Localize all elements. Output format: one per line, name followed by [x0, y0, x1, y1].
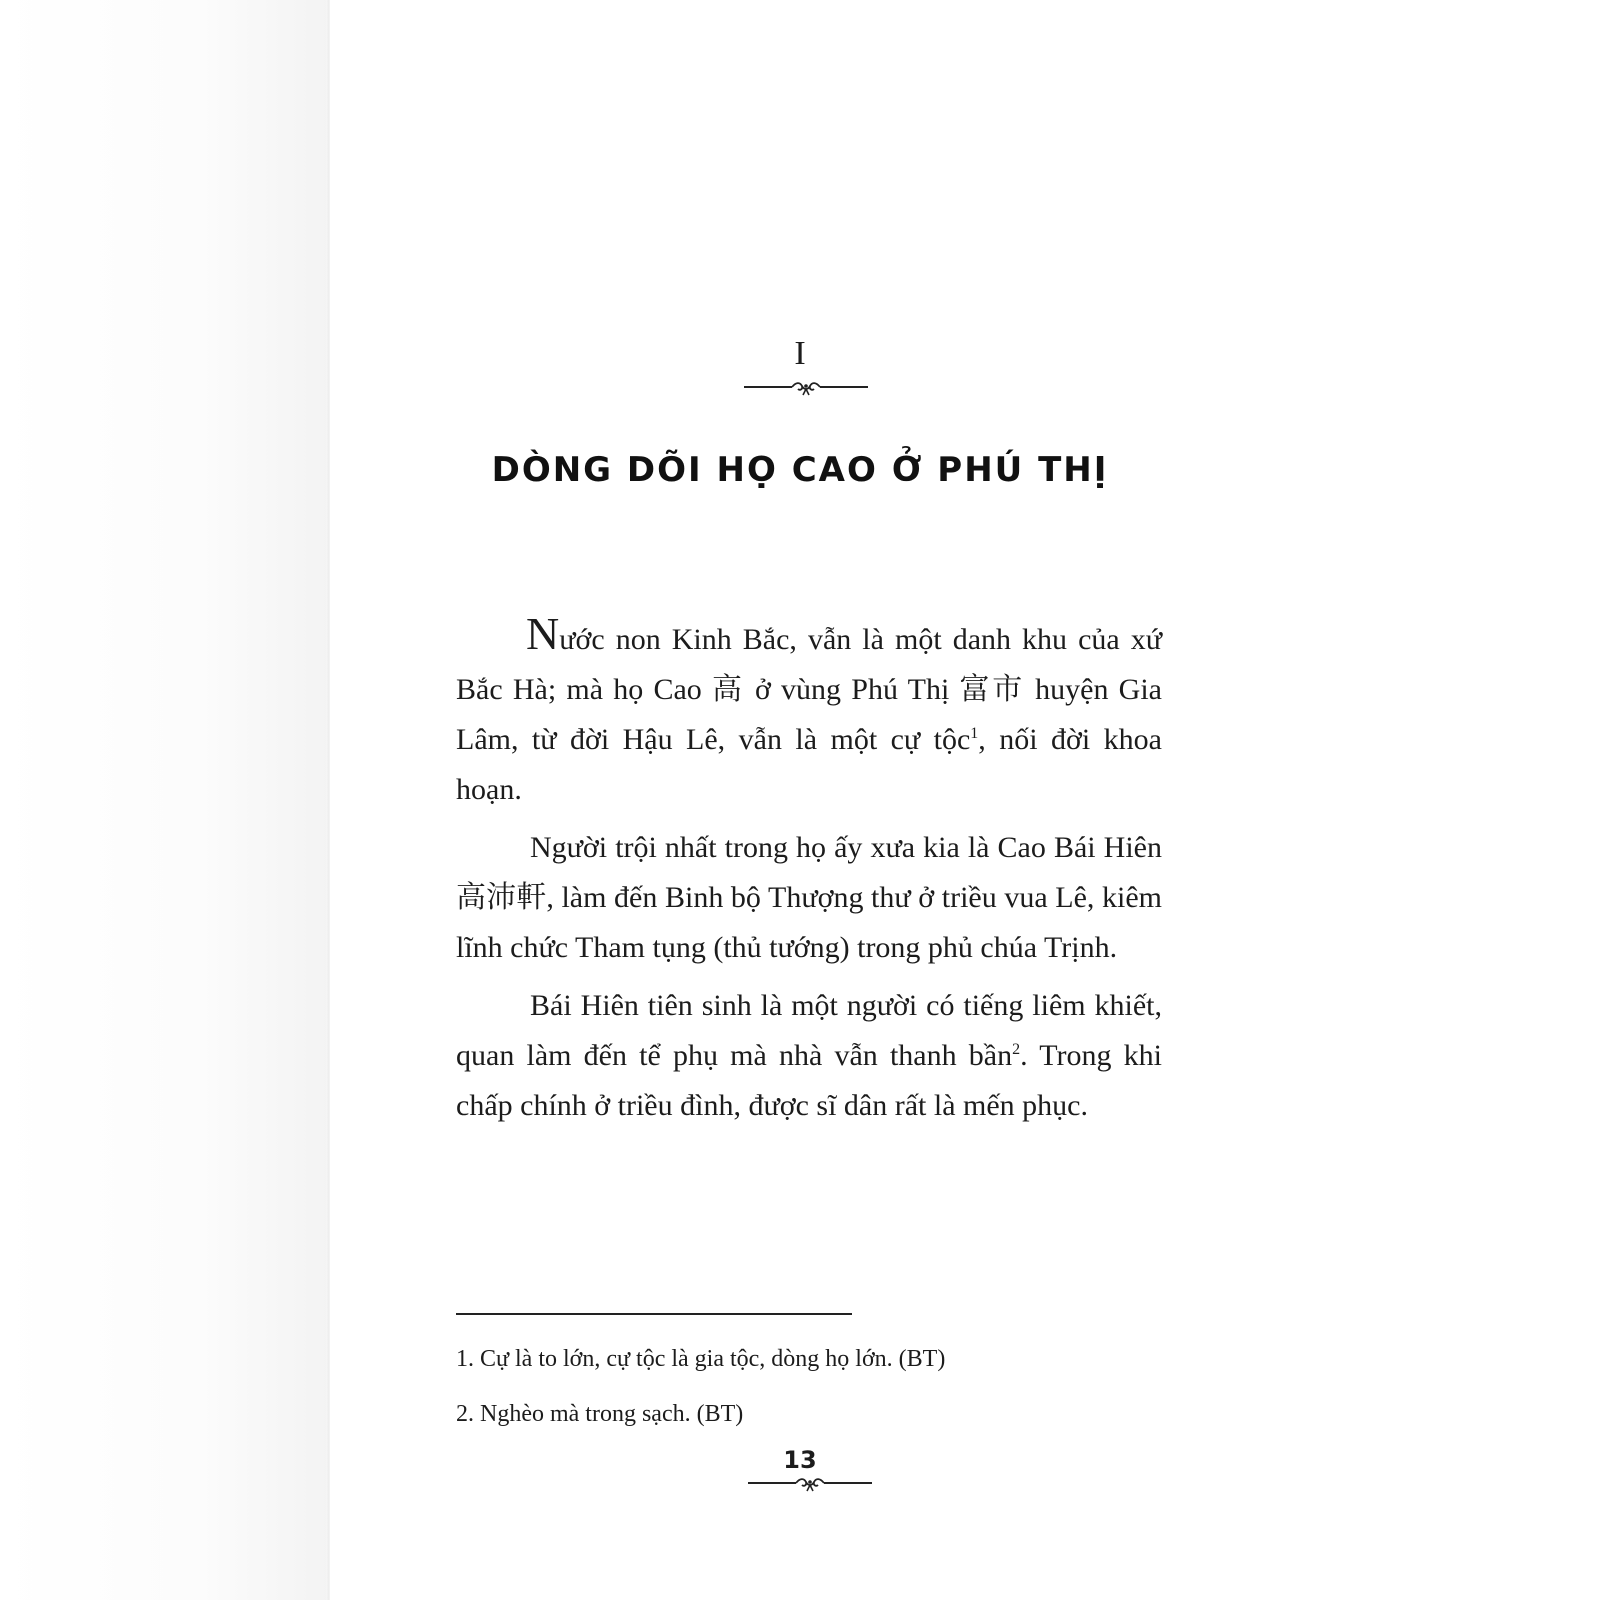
- page-gutter-edge: [326, 0, 329, 1600]
- paragraph-1-text: ước non Kinh Bắc, vẫn là một danh khu của xứ Bắc Hà; mà họ Cao 高 ở vùng Phú Thị 富市 huyện Gia Lâm, từ đời Hậu Lê, vẫn là một cự tộc: [456, 623, 1162, 756]
- flourish-ornament-icon: [746, 1476, 874, 1494]
- body-text: [456, 608, 1162, 1139]
- footnote-ref-2: 2: [1012, 1041, 1021, 1058]
- paragraph-3-tail: . Trong khi chấp chính ở triều đình, được sĩ dân rất là mến phục.: [456, 1039, 1162, 1122]
- chapter-number: I: [794, 335, 806, 372]
- paragraph-1-tail: , nối đời khoa hoạn.: [456, 723, 1162, 806]
- paragraph-1: [456, 608, 1162, 815]
- page-number: 13: [783, 1446, 817, 1474]
- paragraph-2: Người trội nhất trong họ ấy xưa kia là Cao Bái Hiên 高沛軒, làm đến Binh bộ Thượng thư ở triều vua Lê, kiêm lĩnh chức Tham tụng (thủ tướng) trong phủ chúa Trịnh.: [456, 831, 1162, 964]
- paragraph-3-text: Bái Hiên tiên sinh là một người có tiếng liêm khiết, quan làm đến tể phụ mà nhà vẫn thanh bần: [456, 989, 1162, 1072]
- footnote-ref-1: 1: [970, 725, 979, 742]
- drop-initial: N: [526, 608, 560, 659]
- flourish-ornament-icon: [742, 380, 870, 398]
- footnote-1: 1. Cự là to lớn, cự tộc là gia tộc, dòng họ lớn. (BT): [456, 1346, 946, 1372]
- chapter-title: DÒNG DÕI HỌ CAO Ở PHÚ THỊ: [491, 450, 1109, 490]
- footnotes: [456, 1332, 1162, 1442]
- footnote-2: 2. Nghèo mà trong sạch. (BT): [456, 1401, 744, 1427]
- footnote-divider: [456, 1313, 852, 1315]
- page-gutter-shadow: [0, 0, 330, 1600]
- paragraph-3: [456, 981, 1162, 1131]
